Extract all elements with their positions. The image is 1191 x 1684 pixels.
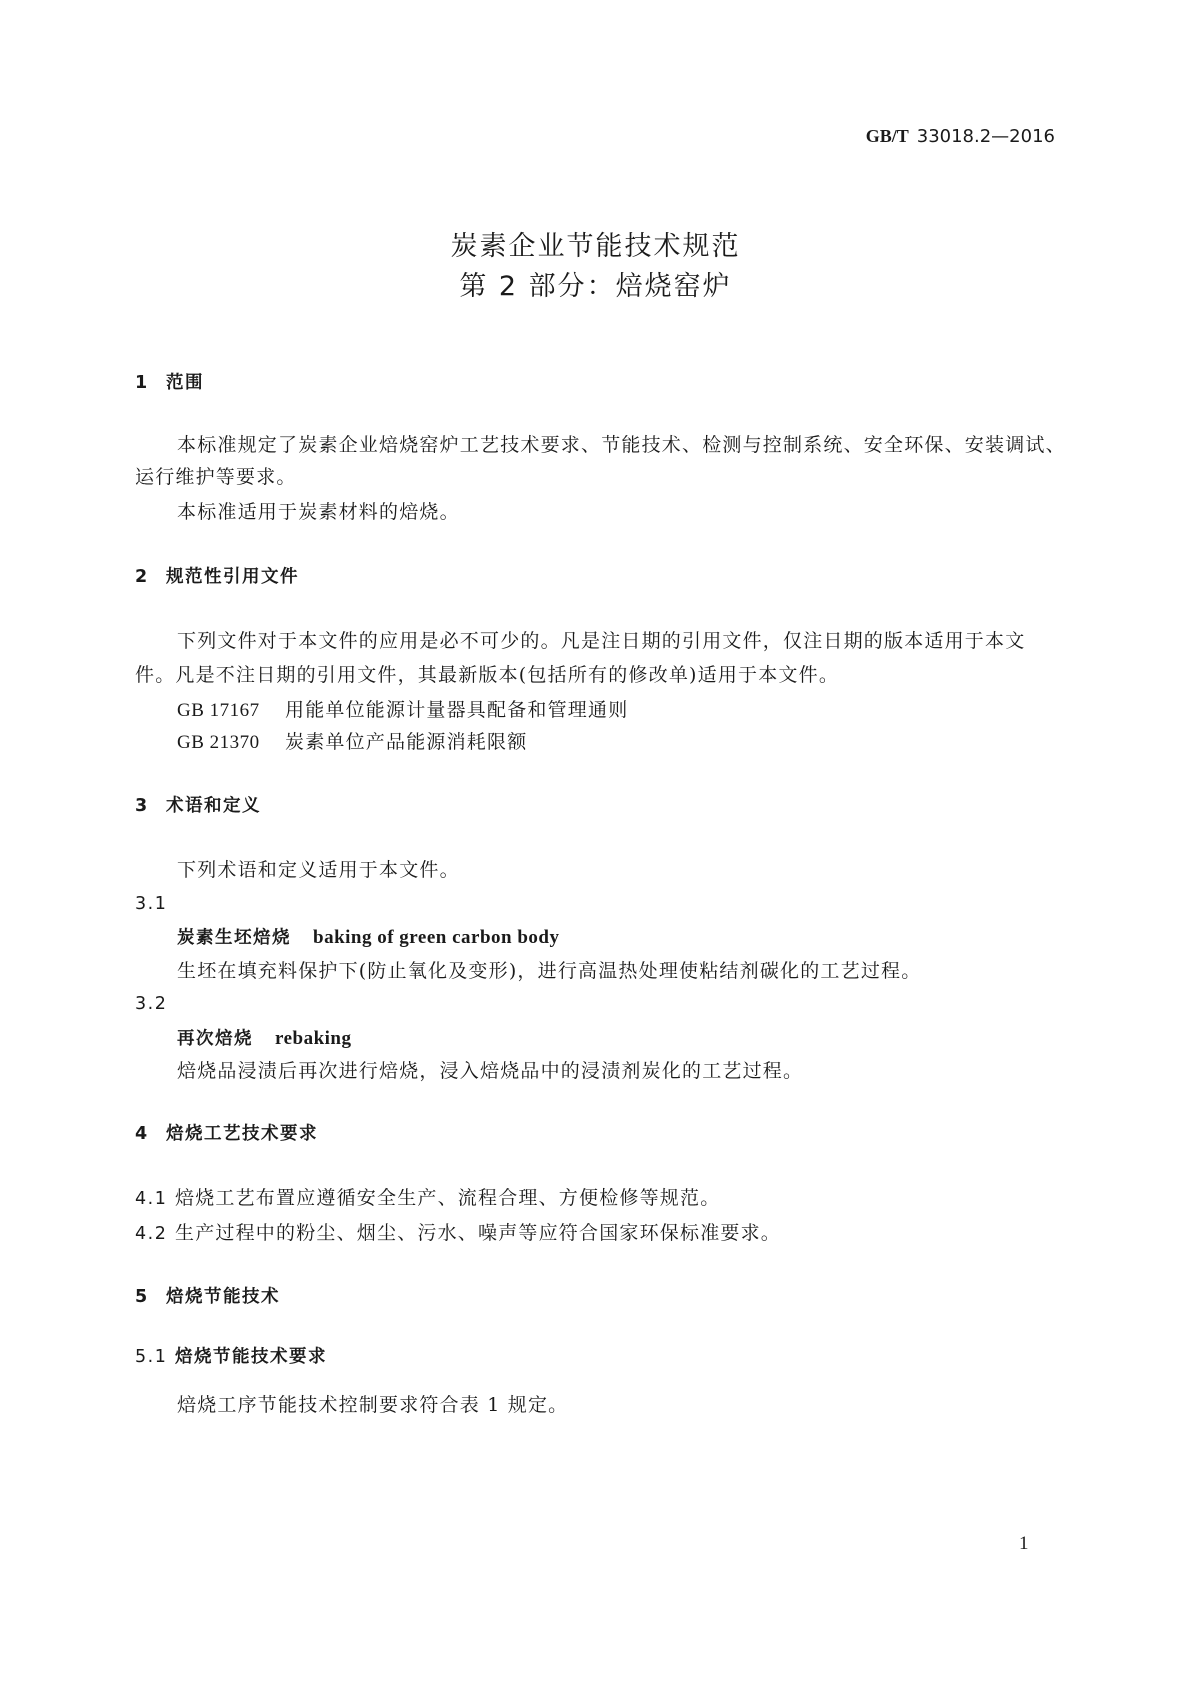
paragraph: 件。凡是不注日期的引用文件，其最新版本(包括所有的修改单)适用于本文件。 bbox=[135, 664, 840, 686]
clause-text: 焙烧工艺布置应遵循安全生产、流程合理、方便检修等规范。 bbox=[175, 1187, 721, 1209]
paragraph: 本标准规定了炭素企业焙烧窑炉工艺技术要求、节能技术、检测与控制系统、安全环保、安装调试、 bbox=[177, 434, 1066, 456]
std-number: 33018.2—2016 bbox=[916, 126, 1055, 147]
reference-title: 炭素单位产品能源消耗限额 bbox=[285, 731, 528, 753]
paragraph: 运行维护等要求。 bbox=[135, 466, 297, 488]
section-title: 焙烧工艺技术要求 bbox=[166, 1124, 318, 1144]
section-heading-3 bbox=[135, 794, 261, 818]
term-definition: 焙烧品浸渍后再次进行焙烧，浸入焙烧品中的浸渍剂炭化的工艺过程。 bbox=[177, 1060, 804, 1082]
reference-code: GB 21370 bbox=[177, 732, 260, 753]
paragraph: 焙烧工序节能技术控制要求符合表 1 规定。 bbox=[177, 1394, 569, 1416]
term-entry bbox=[177, 925, 559, 950]
doc-title: 炭素企业节能技术规范 bbox=[450, 231, 741, 262]
term-en: baking of green carbon body bbox=[313, 927, 560, 948]
section-number: 2 bbox=[135, 567, 149, 587]
term-entry bbox=[177, 1026, 352, 1051]
reference-item bbox=[177, 730, 527, 755]
section-heading-5 bbox=[135, 1285, 280, 1309]
clause-item bbox=[135, 1221, 781, 1246]
paragraph: 本标准适用于炭素材料的焙烧。 bbox=[177, 501, 460, 523]
section-title: 术语和定义 bbox=[166, 796, 261, 816]
page-number: 1 bbox=[1019, 1533, 1029, 1554]
section-number: 3 bbox=[135, 796, 149, 816]
paragraph: 下列文件对于本文件的应用是必不可少的。凡是注日期的引用文件，仅注日期的版本适用于本文 bbox=[177, 630, 1026, 652]
section-title: 焙烧节能技术 bbox=[166, 1287, 280, 1307]
subsection-heading-5-1 bbox=[135, 1345, 327, 1369]
section-title: 规范性引用文件 bbox=[166, 567, 299, 587]
term-zh: 再次焙烧 bbox=[177, 1029, 253, 1049]
reference-item bbox=[177, 698, 628, 723]
clause-number: 4.2 bbox=[135, 1224, 168, 1244]
section-number: 4 bbox=[135, 1124, 149, 1144]
section-title: 范围 bbox=[166, 373, 204, 393]
term-en: rebaking bbox=[275, 1028, 352, 1049]
section-number: 5 bbox=[135, 1287, 149, 1307]
term-number: 3.1 bbox=[135, 894, 168, 914]
standard-number-header bbox=[866, 126, 1055, 147]
subsection-title: 焙烧节能技术要求 bbox=[175, 1347, 327, 1367]
clause-item bbox=[135, 1186, 720, 1211]
section-heading-2 bbox=[135, 565, 299, 589]
clause-number: 4.1 bbox=[135, 1189, 168, 1209]
reference-code: GB 17167 bbox=[177, 700, 260, 721]
std-prefix: GB/T bbox=[865, 126, 909, 146]
term-definition: 生坯在填充料保护下(防止氧化及变形)，进行高温热处理使粘结剂碳化的工艺过程。 bbox=[177, 960, 922, 982]
paragraph: 下列术语和定义适用于本文件。 bbox=[177, 859, 460, 881]
reference-title: 用能单位能源计量器具配备和管理通则 bbox=[285, 699, 629, 721]
doc-subtitle: 第 2 部分：焙烧窑炉 bbox=[459, 271, 732, 302]
term-number: 3.2 bbox=[135, 994, 168, 1014]
section-heading-4 bbox=[135, 1122, 318, 1146]
subsection-number: 5.1 bbox=[135, 1347, 168, 1367]
clause-text: 生产过程中的粉尘、烟尘、污水、噪声等应符合国家环保标准要求。 bbox=[175, 1222, 782, 1244]
section-number: 1 bbox=[135, 373, 149, 393]
section-heading-1 bbox=[135, 371, 204, 395]
term-zh: 炭素生坯焙烧 bbox=[177, 928, 291, 948]
